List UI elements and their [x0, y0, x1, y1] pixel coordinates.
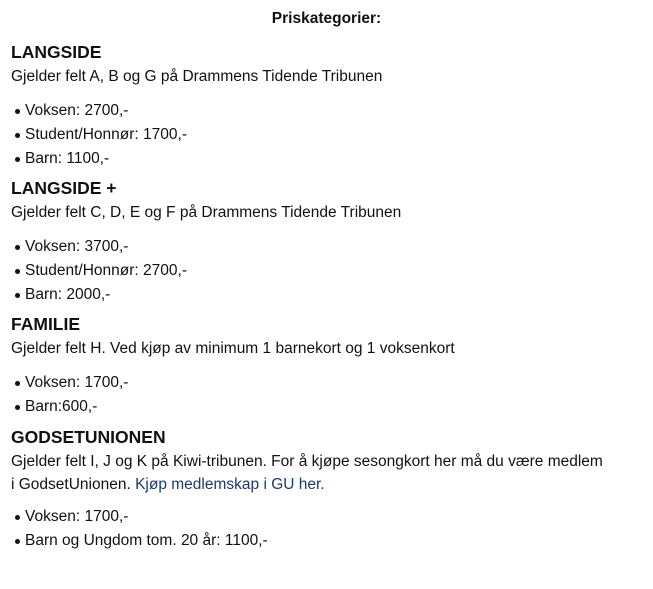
- price-item-adult: Voksen: 1700,-: [25, 505, 642, 529]
- section-heading: LANGSIDE: [11, 42, 102, 62]
- section-description: Gjelder felt A, B og G på Drammens Tidende Tribunen: [11, 68, 383, 85]
- section-description: [11, 450, 642, 496]
- membership-link[interactable]: Kjøp medlemskap i GU her.: [135, 476, 325, 493]
- price-list: [11, 99, 642, 171]
- description-line-2: i GodsetUnionen.: [11, 476, 131, 493]
- page-title: Priskategorier:: [271, 10, 382, 27]
- price-item-student: Student/Honnør: 2700,-: [25, 259, 642, 283]
- section-heading: FAMILIE: [11, 314, 81, 334]
- price-item-adult: Voksen: 1700,-: [25, 371, 642, 395]
- description-line-1: Gjelder felt I, J og K på Kiwi-tribunen. For å kjøpe sesongkort her må du være medlem: [11, 453, 603, 470]
- section-langside: [11, 41, 642, 171]
- section-familie: [11, 313, 642, 419]
- section-description: Gjelder felt H. Ved kjøp av minimum 1 barnekort og 1 voksenkort: [11, 340, 455, 357]
- section-description: Gjelder felt C, D, E og F på Drammens Tidende Tribunen: [11, 204, 402, 221]
- price-item-child: Barn: 2000,-: [25, 283, 642, 307]
- price-item-adult: Voksen: 2700,-: [25, 99, 642, 123]
- price-item-youth: Barn og Ungdom tom. 20 år: 1100,-: [25, 529, 642, 553]
- section-heading: GODSETUNIONEN: [11, 427, 166, 447]
- section-godsetunionen: [11, 426, 642, 553]
- price-list: [11, 371, 642, 419]
- price-item-child: Barn: 1100,-: [25, 147, 642, 171]
- price-item-adult: Voksen: 3700,-: [25, 235, 642, 259]
- price-list: [11, 505, 642, 553]
- price-list: [11, 235, 642, 307]
- section-heading: LANGSIDE +: [11, 178, 117, 198]
- section-langside-plus: [11, 177, 642, 307]
- price-item-student: Student/Honnør: 1700,-: [25, 123, 642, 147]
- price-item-child: Barn:600,-: [25, 395, 642, 419]
